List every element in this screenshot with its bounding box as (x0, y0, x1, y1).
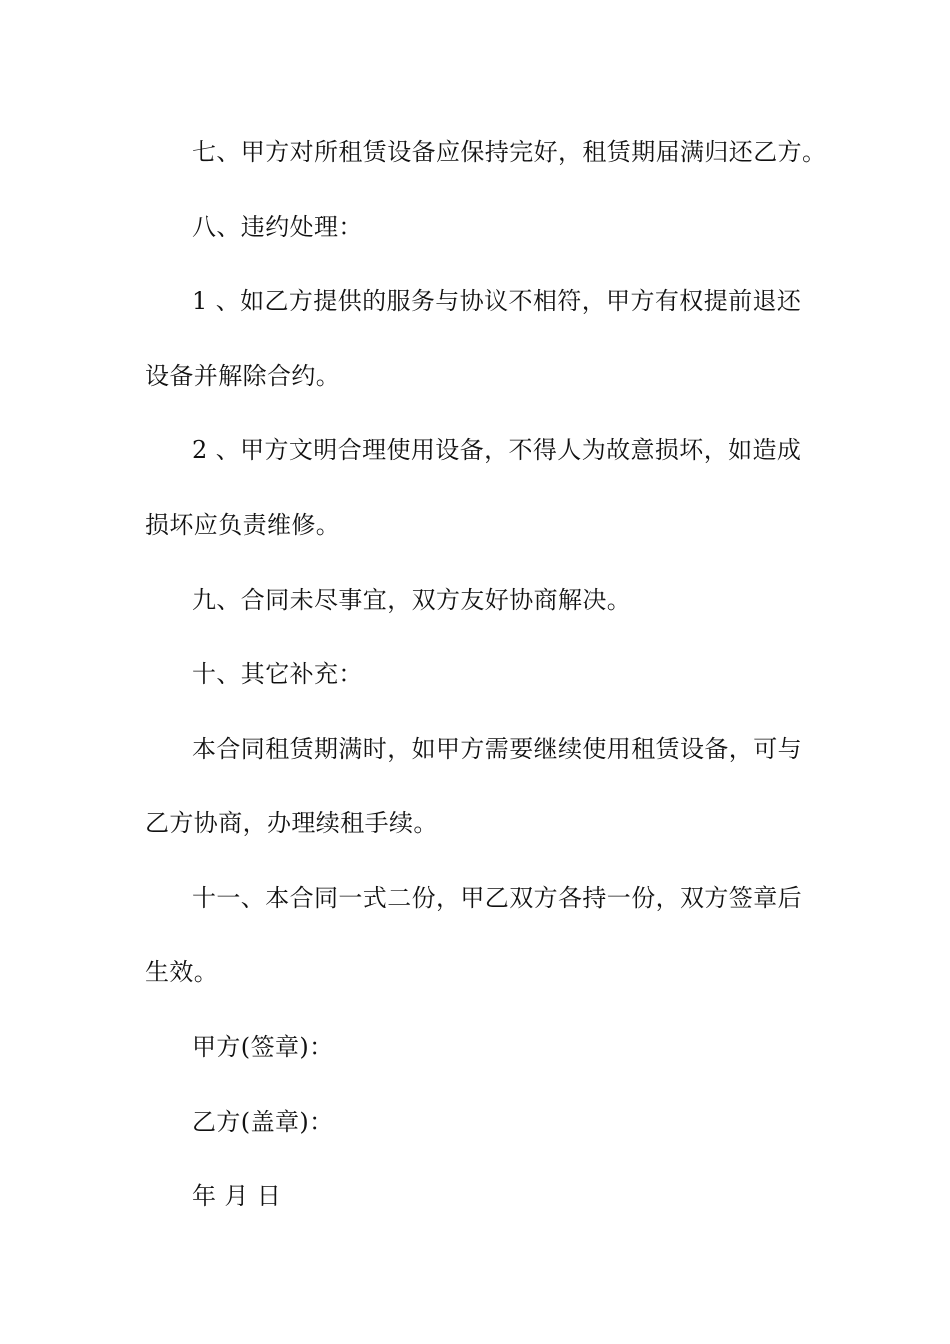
clause-10-body-line-2: 乙方协商，办理续租手续。 (145, 809, 438, 837)
clause-8-item-2-line-1: 2 、甲方文明合理使用设备，不得人为故意损坏，如造成 (192, 436, 802, 464)
clause-8-item-1-line-1: 1 、如乙方提供的服务与协议不相符，甲方有权提前退还 (192, 287, 802, 315)
party-a-signature: 甲方(签章)： (192, 1033, 334, 1061)
clause-8-item-2-line-2: 损坏应负责维修。 (145, 511, 341, 539)
clause-8-item-1-line-2: 设备并解除合约。 (145, 362, 341, 390)
clause-10-body-line-1: 本合同租赁期满时，如甲方需要继续使用租赁设备，可与 (192, 735, 802, 763)
clause-9: 九、合同未尽事宜，双方友好协商解决。 (192, 586, 632, 614)
signing-date: 年 月 日 (192, 1182, 282, 1210)
clause-10-heading: 十、其它补充： (192, 660, 363, 688)
clause-7: 七、甲方对所租赁设备应保持完好，租赁期届满归还乙方。 (192, 138, 827, 166)
clause-11-line-2: 生效。 (145, 958, 219, 986)
party-b-seal: 乙方(盖章)： (192, 1108, 334, 1136)
clause-11-line-1: 十一、本合同一式二份，甲乙双方各持一份，双方签章后 (192, 884, 802, 912)
clause-8-heading: 八、违约处理： (192, 213, 363, 241)
